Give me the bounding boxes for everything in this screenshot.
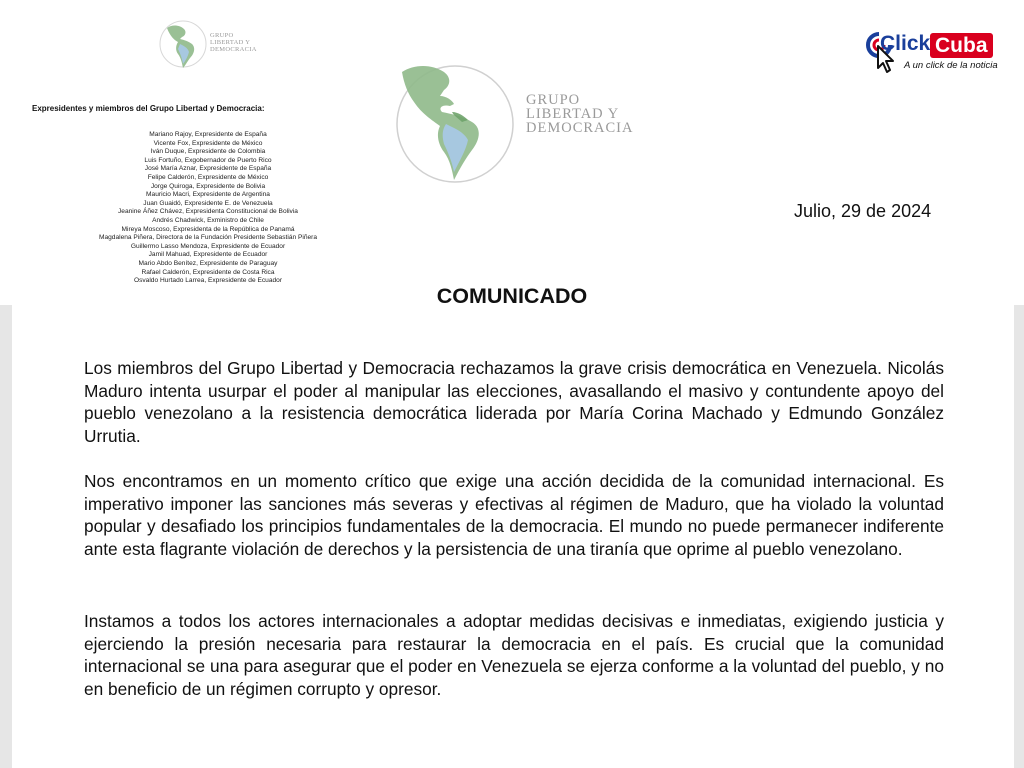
page-edge-left: [0, 305, 12, 768]
member-entry: Vicente Fox, Expresidente de México: [153, 139, 263, 147]
paragraph-1: Los miembros del Grupo Libertad y Democracia rechazamos la grave crisis democrática en Venezuela. Nicolás Maduro intenta usurpar el poder al manipular las elecciones, avasallando el masivo y contundente apoyo del pueblo venezolano a la resistencia democrática liderada por María Corina Machado y Edmundo González Urrutia.: [84, 358, 944, 446]
paragraph-2: Nos encontramos en un momento crítico que exige una acción decidida de la comunidad internacional. Es imperativo imponer las sanciones más severas y efectivas al régimen de Maduro, que ha violado la voluntad popular y desafiado los principios fundamentales de la democracia. El mundo no puede permanecer indiferente ante esta flagrante violación de derechos y la persistencia de una tiranía que oprime al pueblo venezolano.: [84, 471, 944, 559]
member-entry: Felipe Calderón, Expresidente de México: [147, 173, 269, 181]
member-entry: Iván Duque, Expresidente de Colombia: [150, 148, 266, 156]
small-group-logo: [158, 18, 268, 70]
member-entry: Mireya Moscoso, Expresidenta de la República de Panamá: [121, 225, 295, 233]
brand-cuba-text: Cuba: [930, 33, 993, 58]
small-logo-line-2: LIBERTAD Y: [210, 39, 251, 46]
member-entry: Rafael Calderón, Expresidente de Costa Rica: [141, 268, 275, 276]
americas-map-large-icon: [392, 58, 522, 188]
page-edge-right: [1014, 305, 1024, 768]
member-entry: Mauricio Macri, Expresidente de Argentina: [146, 191, 270, 199]
member-entry: Mario Abdo Benítez, Expresidente de Paraguay: [138, 259, 278, 267]
member-entry: Andrés Chadwick, Exministro de Chile: [152, 216, 264, 224]
paragraph-3: Instamos a todos los actores internacionales a adoptar medidas decisivas e inmediatas, exigiendo justicia y ejerciendo la presión necesaria para restaurar la democracia en el país. Es crucial que la comunidad internacional se una para asegurar que el poder en Venezuela se ejerza conforme a la voluntad del pueblo, y no en beneficio de un régimen corrupto y opresor.: [84, 611, 944, 699]
big-logo-line-2: LIBERTAD Y: [526, 106, 620, 122]
big-logo-line-3: DEMOCRACIA: [526, 120, 634, 136]
brand-click-text: Click: [880, 32, 931, 55]
americas-map-icon: [158, 18, 210, 70]
member-entry: Guillermo Lasso Mendoza, Expresidente de Ecuador: [130, 242, 286, 250]
member-entry: Jeanine Áñez Chávez, Expresidenta Constitucional de Bolivia: [118, 208, 298, 216]
member-entry: Juan Guaidó, Expresidente E. de Venezuela: [143, 199, 273, 207]
member-entry: Osvaldo Hurtado Larrea, Expresidente de Ecuador: [133, 277, 283, 285]
member-entry: Jamil Mahuad, Expresidente de Ecuador: [148, 251, 268, 259]
document-title: COMUNICADO: [436, 284, 588, 308]
big-logo-line-1: GRUPO: [526, 92, 581, 108]
member-entry: Magdalena Piñera, Directora de la Fundación Presidente Sebastián Piñera: [98, 234, 318, 242]
small-logo-line-1: GRUPO: [210, 32, 234, 39]
member-entry: Mariano Rajoy, Expresidente de España: [149, 131, 267, 138]
document-date: Julio, 29 de 2024: [794, 201, 932, 221]
member-entry: Jorge Quiroga, Expresidente de Bolivia: [150, 182, 266, 190]
clickcuba-brand-logo: [866, 32, 1016, 80]
members-list: [60, 131, 356, 286]
brand-tagline: A un click de la noticia: [904, 60, 998, 71]
small-logo-line-3: DEMOCRACIA: [210, 46, 257, 53]
members-heading: Expresidentes y miembros del Grupo Libertad y Democracia:: [32, 104, 265, 113]
member-entry: Luis Fortuño, Exgobernador de Puerto Rico: [144, 156, 272, 164]
member-entry: José María Aznar, Expresidente de España: [144, 165, 272, 173]
small-logo-text: [210, 32, 257, 53]
big-logo-text: [526, 93, 633, 135]
big-group-logo: [392, 58, 652, 188]
